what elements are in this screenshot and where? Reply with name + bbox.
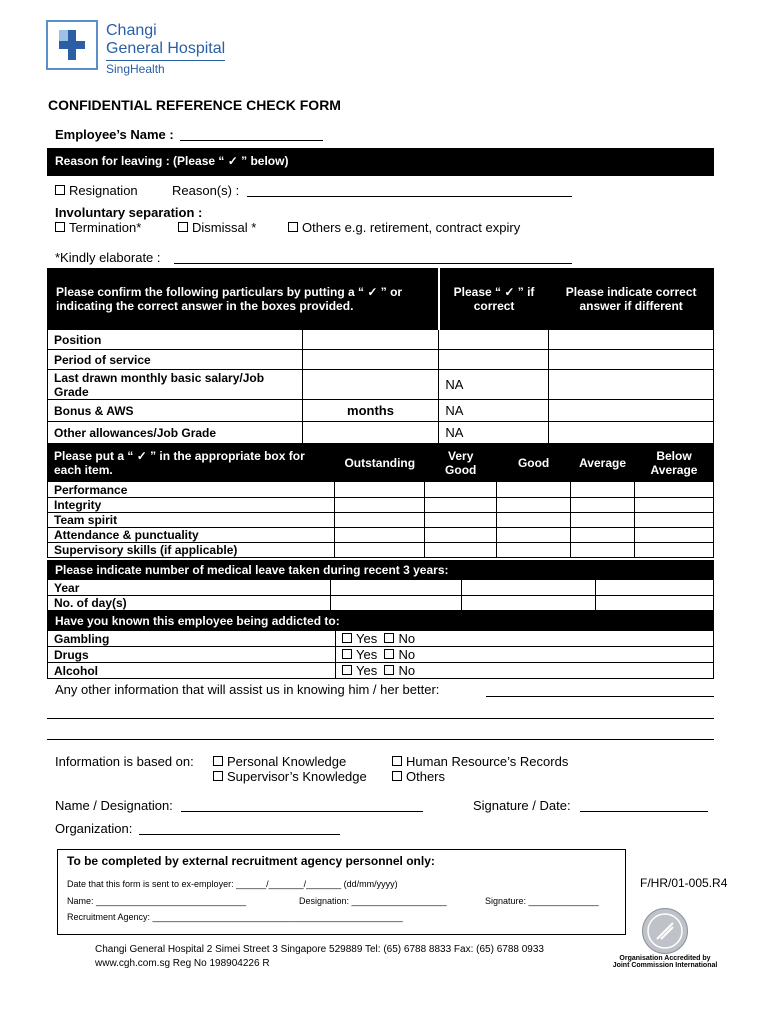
table-row [48,498,714,513]
yes-no-options[interactable] [336,647,714,663]
rating-cell[interactable] [425,543,497,558]
footer-address: Changi General Hospital 2 Simei Street 3 Singapore 529889 Tel: (65) 6788 8833 Fax: (65) 6788 0933 [95,944,544,955]
ratings-header [48,444,714,482]
medical-row-label: Year [48,580,331,596]
rating-item: Performance [48,482,335,498]
row-label: Position [48,330,303,350]
medical-cell[interactable] [330,580,462,596]
hr-label: Human Resource’s Records [406,754,569,769]
rating-item: Team spirit [48,513,335,528]
no-checkbox[interactable] [384,633,394,643]
basis-others-label: Others [406,769,446,784]
basis-others-checkbox[interactable] [392,771,402,781]
medical-bar: Please indicate number of medical leave taken during recent 3 years: [47,560,714,579]
table-row [48,631,714,647]
rating-item: Integrity [48,498,335,513]
table-row [48,663,714,679]
elaborate-field[interactable] [174,250,572,264]
particulars-header-main: Please confirm the following particulars by putting a “ ✓ ” or indicating the correct answer in the boxes provided. [48,269,439,330]
other-info-label: Any other information that will assist us in knowing him / her better: [55,682,440,697]
no-label: No [398,663,416,678]
row-input[interactable] [302,370,439,400]
agency-date-line[interactable]: Date that this form is sent to ex-employer: ______/_______/_______ (dd/mm/yyyy) [67,879,398,889]
col-below-average: Below Average [635,444,714,482]
organization-field[interactable] [139,821,340,835]
row-label: Last drawn monthly basic salary/Job Grade [48,370,303,400]
yes-checkbox[interactable] [342,649,352,659]
dismissal-label: Dismissal * [192,220,257,235]
no-checkbox[interactable] [384,649,394,659]
particulars-header-check: Please “ ✓ ” if correct [439,269,549,330]
row-correct[interactable] [549,350,714,370]
organization-label: Organization: [55,821,133,836]
basis-personal[interactable] [213,754,346,769]
agency-designation[interactable]: Designation: ___________________ [299,896,447,906]
table-row [48,370,714,400]
row-correct[interactable] [549,370,714,400]
medical-cell[interactable] [330,596,462,611]
rating-cell[interactable] [497,528,571,543]
rating-cell[interactable] [335,482,425,498]
yes-checkbox[interactable] [342,633,352,643]
termination-option[interactable] [55,220,141,235]
medical-cell[interactable] [596,596,714,611]
signature-date-label: Signature / Date: [473,798,571,813]
agency-box [57,849,626,935]
yes-label: Yes [356,631,378,646]
other-info-field[interactable] [486,683,714,697]
ratings-header-main: Please put a “ ✓ ” in the appropriate box for each item. [48,444,335,482]
dismissal-checkbox[interactable] [178,222,188,232]
basis-label: Information is based on: [55,754,194,769]
row-input[interactable] [302,422,439,444]
col-good: Good [497,444,571,482]
hr-checkbox[interactable] [392,756,402,766]
no-label: No [398,647,416,662]
months-label: months [302,400,439,422]
resignation-checkbox[interactable] [55,185,65,195]
col-outstanding: Outstanding [335,444,425,482]
no-checkbox[interactable] [384,665,394,675]
rating-cell[interactable] [425,528,497,543]
row-label: Other allowances/Job Grade [48,422,303,444]
row-correct[interactable] [549,422,714,444]
row-input[interactable] [302,350,439,370]
row-input[interactable] [302,330,439,350]
employee-name-label: Employee’s Name : [55,127,174,142]
resignation-label: Resignation [69,183,138,198]
ratings-table [47,443,714,558]
elaborate-label: *Kindly elaborate : [55,250,161,265]
logo-line1: Changi [106,22,157,39]
rating-item: Supervisory skills (if applicable) [48,543,335,558]
other-info-line-3[interactable] [47,726,714,740]
cross-icon [59,30,85,60]
col-average: Average [571,444,635,482]
yes-no-options[interactable] [336,631,714,647]
other-info-line-2[interactable] [47,705,714,719]
accred-line1: Organisation Accredited by [619,955,711,962]
medical-cell[interactable] [596,580,714,596]
agency-name[interactable]: Name: ______________________________ [67,896,247,906]
form-title: CONFIDENTIAL REFERENCE CHECK FORM [48,97,341,113]
row-check[interactable] [439,350,549,370]
addiction-item: Gambling [48,631,336,647]
logo-line2: General Hospital [106,40,225,61]
dismissal-option[interactable] [178,220,256,235]
rating-cell[interactable] [497,513,571,528]
termination-checkbox[interactable] [55,222,65,232]
others-option[interactable] [288,220,520,235]
yes-checkbox[interactable] [342,665,352,675]
row-check-na: NA [439,400,549,422]
yes-no-options[interactable] [336,663,714,679]
rating-cell[interactable] [635,513,714,528]
medical-table [47,579,714,611]
rating-cell[interactable] [635,482,714,498]
row-label: Period of service [48,350,303,370]
agency-signature[interactable]: Signature: ______________ [485,896,599,906]
reasons-label: Reason(s) : [172,183,240,198]
table-row [48,400,714,422]
reasons-field[interactable] [247,183,572,197]
row-check-na: NA [439,370,549,400]
rating-cell[interactable] [335,543,425,558]
rating-cell[interactable] [497,498,571,513]
medical-cell[interactable] [462,596,596,611]
table-row [48,647,714,663]
termination-label: Termination* [69,220,142,235]
rating-cell[interactable] [425,498,497,513]
reason-bar: Reason for leaving : (Please “ ✓ ” below) [47,148,714,176]
accred-line2: Joint Commission International [612,962,718,969]
others-checkbox[interactable] [288,222,298,232]
table-row [48,543,714,558]
row-correct[interactable] [549,400,714,422]
rating-cell[interactable] [635,528,714,543]
rating-cell[interactable] [335,513,425,528]
accreditation-text [610,955,720,969]
rating-cell[interactable] [571,482,635,498]
rating-cell[interactable] [571,543,635,558]
jci-seal-icon [642,908,688,954]
medical-row-label: No. of day(s) [48,596,331,611]
seal-graphic [643,909,687,953]
particulars-header-correct: Please indicate correct answer if different [549,269,714,330]
addiction-item: Alcohol [48,663,336,679]
hospital-logo [46,20,98,70]
logo-line3: SingHealth [106,62,165,76]
rating-cell[interactable] [497,543,571,558]
rating-cell[interactable] [335,498,425,513]
rating-cell[interactable] [635,543,714,558]
row-correct[interactable] [549,330,714,350]
medical-cell[interactable] [462,580,596,596]
rating-cell[interactable] [335,528,425,543]
particulars-table [47,268,714,444]
yes-label: Yes [356,663,378,678]
rating-cell[interactable] [425,482,497,498]
personal-checkbox[interactable] [213,756,223,766]
resignation-option[interactable] [55,183,138,198]
particulars-header [48,269,714,330]
employee-name-field[interactable] [180,126,323,141]
basis-supervisor[interactable] [213,769,367,784]
involuntary-label: Involuntary separation : [55,205,203,220]
rating-cell[interactable] [635,498,714,513]
addiction-item: Drugs [48,647,336,663]
supervisor-label: Supervisor’s Knowledge [227,769,367,784]
table-row [48,513,714,528]
table-row [48,482,714,498]
basis-hr[interactable] [392,754,568,769]
others-label: Others e.g. retirement, contract expiry [302,220,521,235]
row-check-na: NA [439,422,549,444]
logo-text [106,22,225,77]
form-code: F/HR/01-005.R4 [640,876,728,890]
rating-item: Attendance & punctuality [48,528,335,543]
rating-cell[interactable] [425,513,497,528]
col-very-good: Very Good [425,444,497,482]
table-row [48,580,714,596]
addiction-bar: Have you known this employee being addicted to: [47,611,714,630]
rating-cell[interactable] [497,482,571,498]
supervisor-checkbox[interactable] [213,771,223,781]
name-designation-field[interactable] [181,798,423,812]
addiction-table [47,630,714,679]
basis-others[interactable] [392,769,445,784]
table-row [48,528,714,543]
row-label: Bonus & AWS [48,400,303,422]
name-designation-label: Name / Designation: [55,798,173,813]
rating-cell[interactable] [571,528,635,543]
yes-label: Yes [356,647,378,662]
rating-cell[interactable] [571,498,635,513]
rating-cell[interactable] [571,513,635,528]
signature-date-field[interactable] [580,798,708,812]
no-label: No [398,631,416,646]
table-row [48,596,714,611]
agency-title: To be completed by external recruitment agency personnel only: [67,854,435,868]
table-row [48,330,714,350]
table-row [48,350,714,370]
row-check[interactable] [439,330,549,350]
table-row [48,422,714,444]
personal-label: Personal Knowledge [227,754,347,769]
agency-recruitment[interactable]: Recruitment Agency: __________________________________________________ [67,912,403,922]
footer-web: www.cgh.com.sg Reg No 198904226 R [95,958,270,969]
